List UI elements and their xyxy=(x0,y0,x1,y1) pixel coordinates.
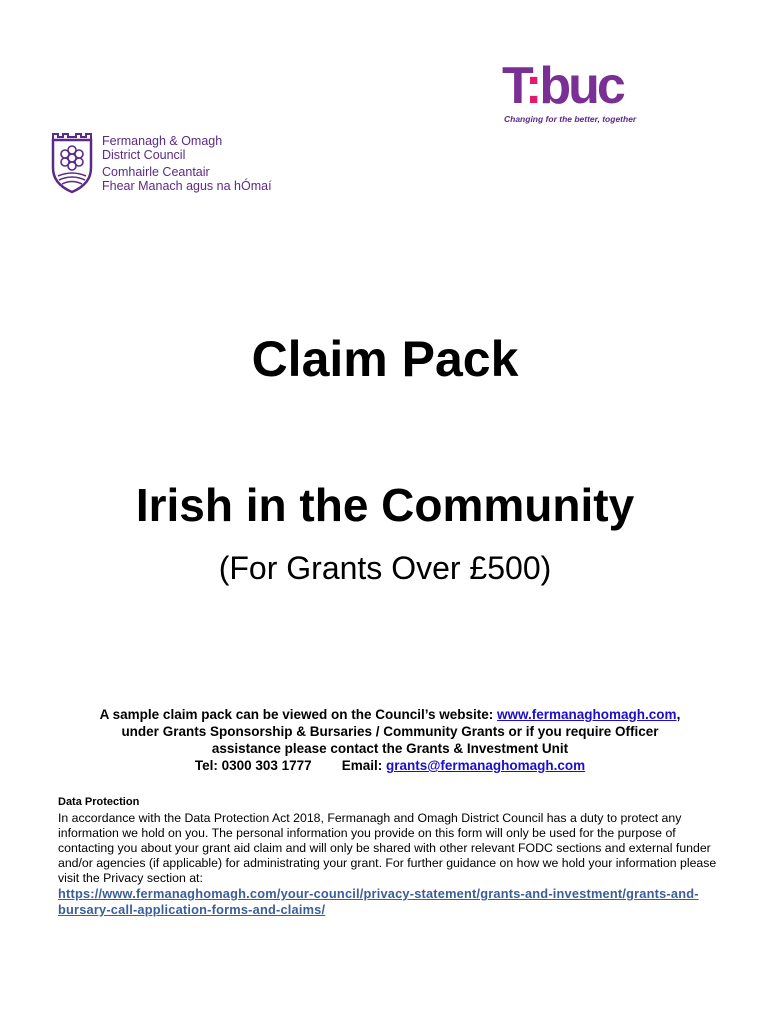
page-subtitle: Irish in the Community xyxy=(135,479,635,531)
page-title: Claim Pack xyxy=(251,331,519,387)
tbuc-tagline: Changing for the better, together xyxy=(504,114,637,124)
tbuc-wordmark xyxy=(502,58,623,114)
privacy-statement-link[interactable]: https://www.fermanaghomagh.com/your-council/privacy-statement/grants-and-investment/grants-and-bursary-call-application-forms-and-claims/ xyxy=(58,886,699,917)
email-label: Email: xyxy=(341,758,386,773)
tbuc-rest: buc xyxy=(539,57,623,115)
website-link[interactable]: www.fermanaghomagh.com xyxy=(497,707,677,722)
fodc-name-line1: Fermanagh & Omagh xyxy=(102,134,223,148)
contact-line1-prefix: A sample claim pack can be viewed on the Council’s website: xyxy=(99,707,498,722)
data-protection-heading: Data Protection xyxy=(58,796,140,808)
contact-line1-suffix: , xyxy=(676,707,681,722)
fodc-name-line2: District Council xyxy=(102,148,186,162)
tbuc-colon: : xyxy=(525,57,540,115)
contact-line-2: under Grants Sponsorship & Bursaries / Community Grants or if you require Officer xyxy=(121,724,659,739)
contact-line-1 xyxy=(40,706,740,723)
contact-block xyxy=(40,706,740,774)
data-protection-body: In accordance with the Data Protection Act 2018, Fermanagh and Omagh District Council has a duty to protect any information we hold on you. The personal information you provide on this form will only be used for the purpose of contacting you about your grant aid claim and will only be shared with other relevant FODC sections and external funder and/or agencies (if applicable) for administrating your grant. For further guidance on how we hold your information please visit the Privacy section at: xyxy=(58,811,717,885)
fodc-name-line3: Comhairle Ceantair xyxy=(102,165,210,179)
fodc-name-line4: Fhear Manach agus na hÓmaí xyxy=(102,179,272,193)
tbuc-t: T xyxy=(502,57,525,115)
email-link[interactable]: grants@fermanaghomagh.com xyxy=(385,758,586,773)
telephone-number: Tel: 0300 303 1777 xyxy=(194,758,312,773)
grant-threshold-note: (For Grants Over £500) xyxy=(218,550,552,586)
contact-line-3: assistance please contact the Grants & Investment Unit xyxy=(211,741,569,756)
contact-line-4 xyxy=(40,757,740,774)
data-protection-section xyxy=(58,795,718,918)
tbuc-logo xyxy=(500,57,650,130)
fodc-logo xyxy=(50,132,280,198)
council-crest-icon xyxy=(50,132,94,194)
